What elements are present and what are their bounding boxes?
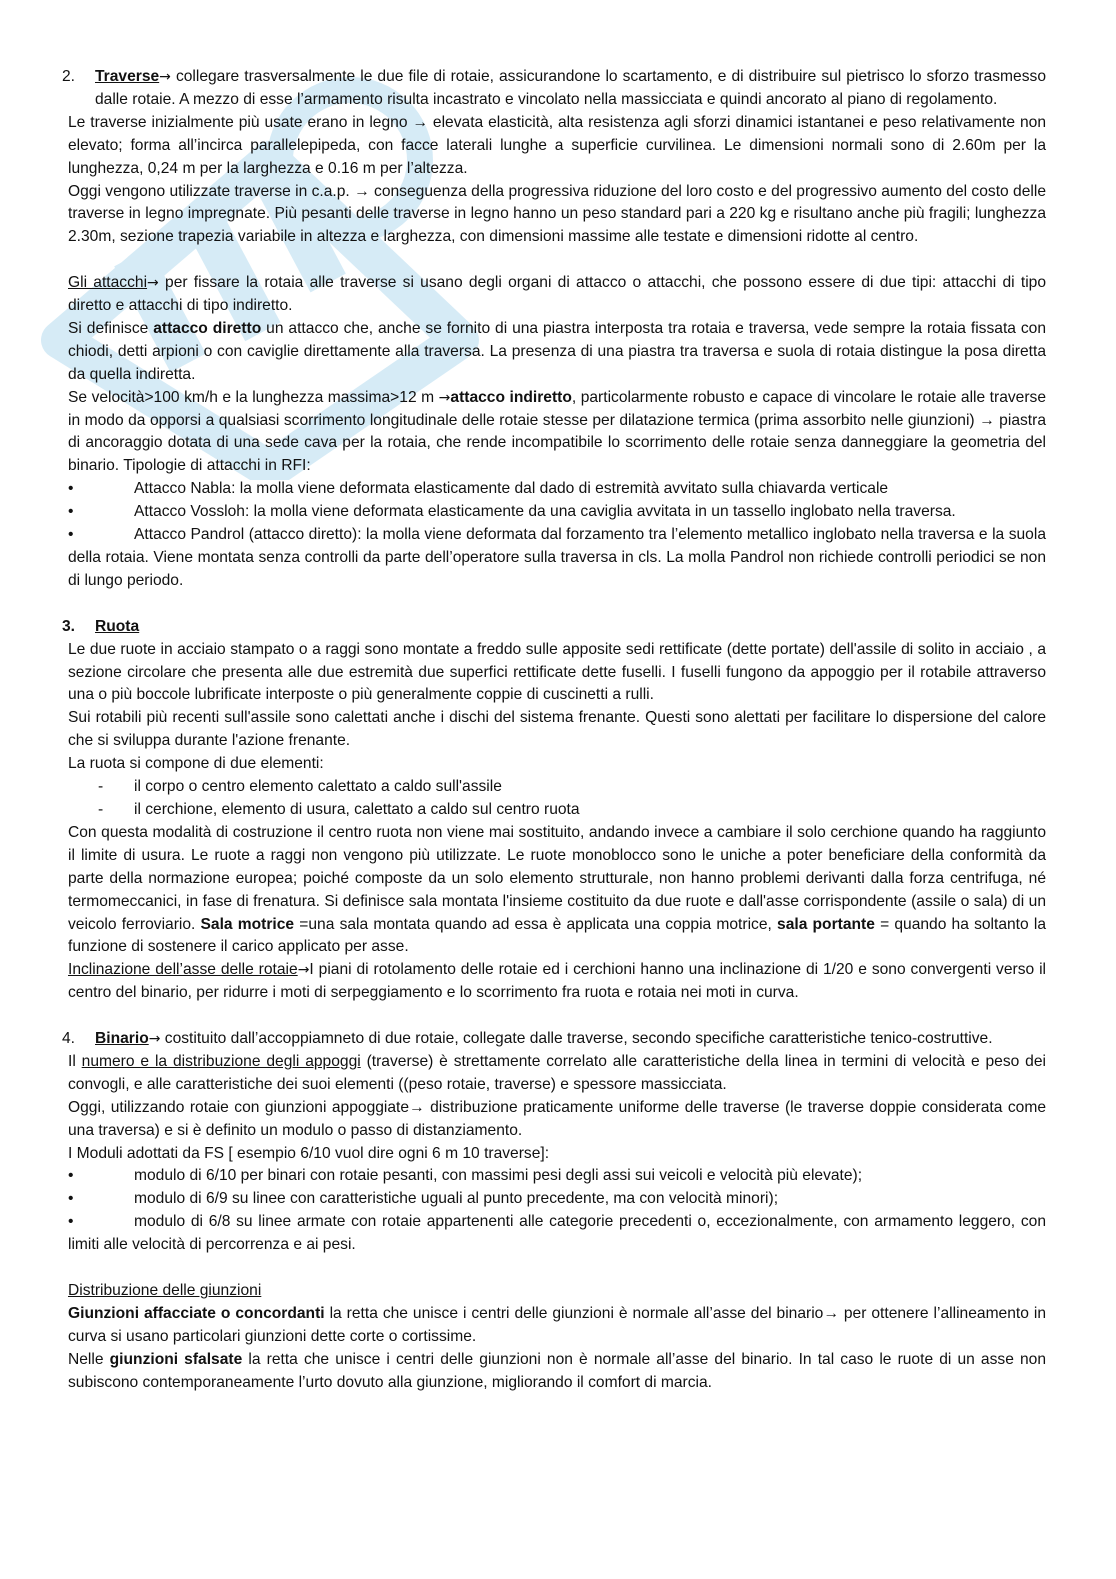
list-item — [68, 776, 1046, 799]
list-item-text: Attacco Vossloh: la molla viene deformata elasticamente da una caviglia avvitata in un tassello inglobato nella traversa. — [134, 503, 956, 521]
list-item-text: modulo di 6/9 su linee con caratteristiche uguali al punto precedente, ma con velocità minori); — [134, 1190, 779, 1208]
arrow-icon: → — [297, 962, 310, 979]
paragraph: Le traverse inizialmente più usate erano in legno → elevata elasticità, alta resistenza agli sforzi dinamici istantanei e peso relativamente non elevato; forma all’incirca parallelepipeda, con facce laterali lunghe a superficie curvilinea. Le dimensioni normali sono di 2.60m per la lunghezza, 0,24 m per la larghezza e 0.16 m per l’altezza. — [68, 113, 1046, 177]
subsection-title: Distribuzione delle giunzioni — [68, 1281, 262, 1299]
bold-term: giunzioni sfalsate — [109, 1350, 243, 1368]
paragraph-attacco-diretto — [68, 318, 1046, 387]
bullet-icon: • — [68, 480, 74, 498]
section-number: 4. — [62, 1030, 76, 1048]
text: Il — [68, 1052, 82, 1070]
text: Nelle — [68, 1350, 110, 1368]
arrow-icon: → — [147, 275, 159, 292]
bullet-icon: • — [68, 526, 74, 544]
section-3-heading — [62, 616, 1046, 639]
paragraph: Le due ruote in acciaio stampato o a raggi sono montate a freddo sulle apposite sedi rettificate (dette portate) dell'assile di solito in acciaio , a sezione circolare che presenta alle due estremità due superfici rettificate dette fuselli. I fuselli fungono da appoggio per il rotabile attraverso una o più boccole lubrificate interposte o più generalmente coppie di cuscinetti a rulli. — [68, 640, 1046, 704]
subsection-title: Inclinazione dell’asse delle rotaie — [68, 961, 298, 979]
text: la retta che unisce i centri delle giunzioni non è normale all’asse del binario. In tal caso le ruote di un asse non subiscono contemporaneamente l’urto dovuto alla giunzione, migliorando il comfort di marcia. — [68, 1350, 1046, 1391]
section-number: 2. — [62, 68, 76, 85]
text: la retta che unisce i centri delle giunzioni è normale all’asse del binario→ per ottenere l’allineamento in curva si usano particolari giunzioni dette corte o cortissime. — [68, 1304, 1047, 1345]
arrow-icon: → — [148, 1031, 161, 1048]
text: (traverse) è strettamente correlato alle caratteristiche della linea in termini di velocità e peso dei convogli, e alle caratteristiche dei suoi elementi ((peso rotaie, traverse) e spessore massicciata. — [68, 1052, 1046, 1093]
text: , particolarmente robusto e capace di vincolare le rotaie alle traverse in modo da opporsi a qualsiasi scorrimento longitudinale delle rotaie stesse per dilatazione termica (prima assorbito nelle giunzioni) → piastra di ancoraggio dotata di una sede cava per la rotaia, che rende incompatibile lo scorrimento delle rotaie senza danneggiare la geometria del binario. Tipologie di attacchi in RFI: — [68, 388, 1047, 475]
text: Con questa modalità di costruzione il centro ruota non viene mai sostituito, andando invece a cambiare il solo cerchione quando ha raggiunto il limite di usura. Le ruote a raggi non vengono più utilizzate. Le ruote monoblocco sono le uniche a poter beneficiare della conformità da parte della normazione europea; poiché composte da un solo elemento strutturale, non hanno problemi derivanti dalla forza centrifuga, né termomeccanici, in fase di frenatura. Si definisce sala montata l'insieme costituito da due ruote e dall'asse corrispondente (assile o sala) di un veicolo ferroviario. — [68, 823, 1046, 933]
dash-icon: - — [98, 800, 104, 818]
arrow-icon: → — [438, 389, 451, 406]
bullet-icon: • — [68, 1190, 74, 1208]
paragraph-attacco-indiretto — [68, 387, 1046, 479]
text: Se velocità>100 km/h e la lunghezza massima>12 m — [68, 388, 439, 406]
list-item-text: modulo di 6/10 per binari con rotaie pesanti, con massimi pesi degli assi sui veicoli e velocità più elevate); — [134, 1167, 863, 1185]
paragraph-appoggi — [68, 1051, 1046, 1097]
text: un attacco che, anche se fornito di una piastra interposta tra rotaia e traversa, vede sempre la rotaia fissata con chiodi, detti arpioni o con caviglie direttamente alla traversa. La presenza di una piastra tra traversa e suola di rotaia distingue la posa diretta da quella indiretta. — [68, 319, 1046, 383]
text: per fissare la rotaia alle traverse si usano degli organi di attacco o attacchi, che possono essere di due tipi: attacchi di tipo diretto e attacchi di tipo indiretto. — [68, 274, 1046, 315]
bold-term: Sala motrice — [200, 915, 295, 933]
list-item — [68, 524, 1046, 593]
list-item-text: il cerchione, elemento di usura, calettato a caldo sul centro ruota — [134, 800, 580, 818]
paragraph: La ruota si compone di due elementi: — [68, 755, 324, 773]
paragraph-giunzioni-sfalsate — [68, 1349, 1046, 1395]
bold-term: sala portante — [777, 915, 875, 933]
list-item — [68, 1211, 1046, 1257]
paragraph-sala — [68, 822, 1046, 959]
list-item-text: il corpo o centro elemento calettato a caldo sull'assile — [134, 778, 502, 796]
paragraph: I Moduli adottati da FS [ esempio 6/10 vuol dire ogni 6 m 10 traverse]: — [68, 1144, 550, 1162]
list-item — [68, 1165, 1046, 1188]
list-item — [68, 478, 1046, 501]
text: Si definisce — [68, 319, 154, 337]
paragraph: Sui rotabili più recenti sull'assile sono calettati anche i dischi del sistema frenante. Questi sono alettati per facilitare lo dispersione del calore che si sviluppa durante l'azione frenante. — [68, 709, 1046, 750]
dash-icon: - — [98, 778, 104, 796]
list-item — [68, 501, 1046, 524]
text: = quando ha soltanto la funzione di sostenere il carico applicato per asse. — [68, 915, 1046, 956]
bullet-icon: • — [68, 503, 74, 521]
paragraph-attacchi — [68, 272, 1046, 318]
section-4-heading — [62, 1028, 1046, 1051]
bullet-icon: • — [68, 1167, 74, 1185]
bold-term: Giunzioni affacciate o concordanti — [68, 1304, 325, 1322]
section-2-heading — [62, 66, 1046, 112]
section-intro: costituito dall’accoppiamneto di due rotaie, collegate dalle traverse, secondo specifiche caratteristiche tenico-costruttive. — [160, 1030, 993, 1048]
list-item-text: modulo di 6/8 su linee armate con rotaie appartenenti alle categorie precedenti o, eccezionalmente, con armamento leggero, con limiti alle velocità di percorrenza e ai pesi. — [68, 1213, 1046, 1254]
list-item — [68, 1188, 1046, 1211]
paragraph: Oggi vengono utilizzate traverse in c.a.p. → conseguenza della progressiva riduzione del loro costo e del progressivo aumento del costo delle traverse in legno impregnate. Più pesanti delle traverse in legno hanno un peso standard pari a 220 kg e risultano anche più fragili; lunghezza 2.30m, sezione trapezia variabile in altezza e larghezza, con dimensioni massime alle testate e dimensioni ridotte al centro. — [68, 182, 1046, 246]
list-item-text: Attacco Nabla: la molla viene deformata elasticamente dal dado di estremità avvitato sulla chiavarda verticale — [134, 480, 889, 498]
arrow-icon: → — [159, 69, 171, 85]
bold-term: attacco diretto — [153, 319, 262, 337]
paragraph: Oggi, utilizzando rotaie con giunzioni appoggiate→ distribuzione praticamente uniforme delle traverse (le traverse doppie considerata come una traversa) e si è definito un modulo o passo di distanziamento. — [68, 1098, 1046, 1139]
section-intro: collegare trasversalmente le due file di rotaie, assicurandone lo scartamento, e di distribuire sul pietrisco lo sforzo trasmesso dalle rotaie. A mezzo di esse l’armamento risulta incastrato e vincolato nella massicciata e quindi ancorato al piano di regolamento. — [95, 68, 1046, 108]
section-title: Ruota — [95, 617, 140, 635]
text: I piani di rotolamento delle rotaie ed i cerchioni hanno una inclinazione di 1/20 e sono convergenti verso il centro del binario, per ridurre i moti di serpeggiamento e lo scorrimento fra ruota e rotaia nei moti in curva. — [68, 961, 1047, 1002]
subsection-title: Gli attacchi — [68, 274, 148, 292]
section-title: Binario — [95, 1030, 149, 1048]
paragraph-giunzioni-affacciate — [68, 1303, 1046, 1349]
underlined-term: numero e la distribuzione degli appoggi — [81, 1052, 361, 1070]
list-item — [68, 799, 1046, 822]
section-title: Traverse — [95, 68, 160, 85]
section-number: 3. — [62, 617, 76, 635]
text: =una sala montata quando ad essa è applicata una coppia motrice, — [294, 915, 778, 933]
bullet-icon: • — [68, 1213, 74, 1231]
document-page — [62, 66, 1047, 1395]
paragraph-inclinazione — [68, 959, 1046, 1005]
list-item-text: Attacco Pandrol (attacco diretto): la molla viene deformata dal forzamento tra l’elemento metallico inglobato nella traversa e la suola della rotaia. Viene montata senza controlli da parte dell’operatore sulla traversa in cls. La molla Pandrol non richiede controlli periodici se non di lungo periodo. — [68, 526, 1046, 589]
bold-term: attacco indiretto — [450, 388, 572, 406]
